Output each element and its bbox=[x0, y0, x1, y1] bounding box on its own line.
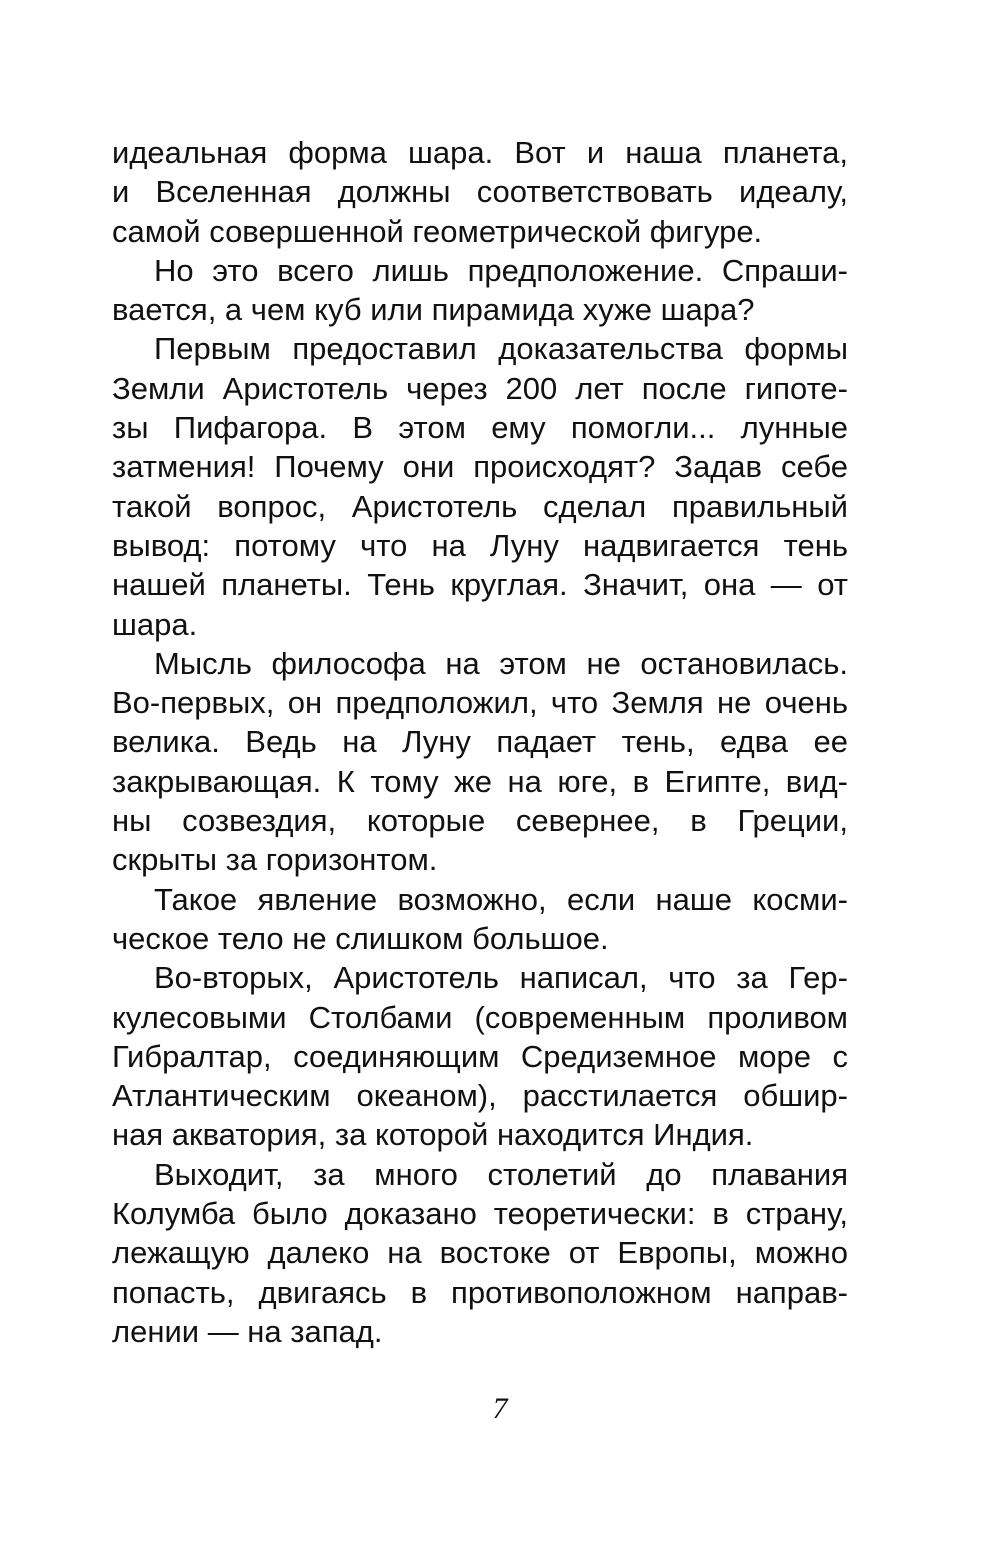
text-line: нашей планеты. Тень круглая. Значит, она — от bbox=[112, 567, 848, 603]
text-line: идеальная форма шара. Вот и наша планета, bbox=[112, 135, 848, 170]
text-line: вывод: потому что на Луну надвигается тень bbox=[112, 527, 848, 563]
text-line: велика. Ведь на Луну падает тень, едва ее bbox=[112, 724, 848, 760]
text-line: и Вселенная должны соответствовать идеалу, bbox=[112, 174, 848, 210]
text-line: вается, а чем куб или пирамида хуже шара? bbox=[112, 292, 755, 328]
text-line: Во-первых, он предположил, что Земля не очень bbox=[112, 685, 848, 721]
text-line: ческое тело не слишком большое. bbox=[112, 920, 609, 956]
text-line: шара. bbox=[112, 606, 198, 642]
page-number: 7 bbox=[492, 1392, 508, 1425]
text-line: такой вопрос, Аристотель сделал правильный bbox=[112, 488, 848, 524]
text-line: лении — на запад. bbox=[112, 1313, 383, 1349]
text-line: Атлантическим океаном), расстилается обшир- bbox=[112, 1078, 848, 1114]
text-line: кулесовыми Столбами (современным проливом bbox=[112, 999, 848, 1035]
text-line: зы Пифагора. В этом ему помогли... лунные bbox=[112, 410, 848, 446]
text-line: попасть, двигаясь в противоположном направ- bbox=[112, 1274, 848, 1310]
body-text bbox=[112, 133, 848, 1351]
text-line: самой совершенной геометрической фигуре. bbox=[112, 213, 763, 249]
text-line: Колумба было доказано теоретически: в страну, bbox=[112, 1196, 848, 1232]
text-line: закрывающая. К тому же на юге, в Египте, вид- bbox=[112, 763, 848, 799]
text-line: лежащую далеко на востоке от Европы, можно bbox=[112, 1235, 848, 1271]
text-line: Но это всего лишь предположение. Спраши- bbox=[154, 252, 848, 288]
text-line: Первым предоставил доказательства формы bbox=[154, 331, 848, 367]
text-line: ны созвездия, которые севернее, в Греции, bbox=[112, 803, 848, 839]
text-line: Земли Аристотель через 200 лет после гипоте- bbox=[112, 370, 848, 406]
text-line: Такое явление возможно, если наше косми- bbox=[154, 881, 848, 917]
text-line: Гибралтар, соединяющим Средиземное море с bbox=[112, 1038, 848, 1074]
text-line: Мысль философа на этом не остановилась. bbox=[154, 645, 848, 681]
text-line: скрыты за горизонтом. bbox=[112, 842, 438, 878]
text-line: Выходит, за много столетий до плавания bbox=[154, 1156, 848, 1192]
text-line: Во-вторых, Аристотель написал, что за Гер- bbox=[154, 960, 848, 996]
text-line: затмения! Почему они происходят? Задав себе bbox=[112, 449, 848, 485]
text-line: ная акватория, за которой находится Индия. bbox=[112, 1117, 754, 1153]
